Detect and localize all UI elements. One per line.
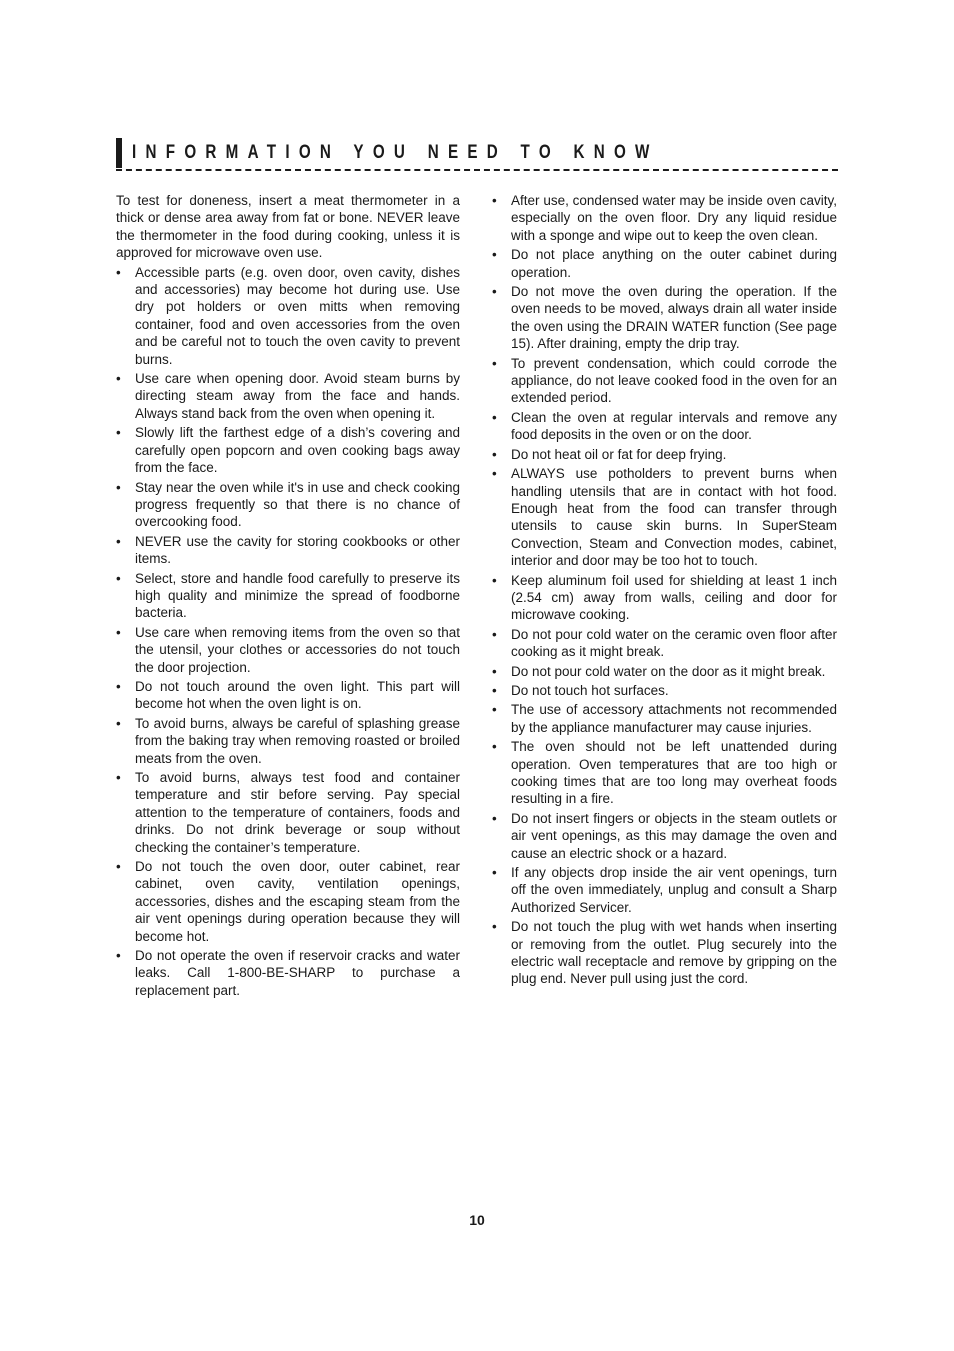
right-bullet-list xyxy=(492,192,837,988)
page-title: INFORMATION YOU NEED TO KNOW xyxy=(132,142,659,163)
list-item: • If any objects drop inside the air vent openings, turn off the oven immediately, unplug and consult a Sharp Authorized Servicer. xyxy=(492,864,837,916)
list-item: • ALWAYS use potholders to prevent burns when handling utensils that are in contact with hot food. Enough heat from the food can transfer through utensils to cause skin burns. In SuperSteam Convection, Steam and Convection modes, cabinet, interior and door may be too hot to touch. xyxy=(492,465,837,569)
list-item: • Do not touch the oven door, outer cabinet, rear cabinet, oven cavity, ventilation openings, accessories, dishes and the escaping steam from the air vent openings during operation because they will become hot. xyxy=(116,858,460,945)
list-item: • Slowly lift the farthest edge of a dish’s covering and carefully open popcorn and oven cooking bags away from the face. xyxy=(116,424,460,476)
list-item: • Do not touch the plug with wet hands when inserting or removing from the outlet. Plug securely into the electric wall receptacle and remove by gripping on the plug end. Never pull using just the cord. xyxy=(492,918,837,988)
list-item: • Stay near the oven while it's in use and check cooking progress frequently so that there is no chance of overcooking food. xyxy=(116,479,460,531)
list-item: • Do not pour cold water on the ceramic oven floor after cooking as it might break. xyxy=(492,626,837,661)
list-item: • Do not pour cold water on the door as it might break. xyxy=(492,663,837,680)
list-item: • Use care when opening door. Avoid steam burns by directing steam away from the face and hands. Always stand back from the oven when opening it. xyxy=(116,370,460,422)
right-column xyxy=(492,192,837,990)
list-item: • Do not move the oven during the operation. If the oven needs to be moved, always drain all water inside the oven using the DRAIN WATER function (See page 15). After draining, empty the drip tray. xyxy=(492,283,837,353)
left-column xyxy=(116,192,460,1001)
left-bullet-list xyxy=(116,264,460,1000)
list-item: • Use care when removing items from the oven so that the utensil, your clothes or accessories do not touch the door projection. xyxy=(116,624,460,676)
list-item: • After use, condensed water may be inside oven cavity, especially on the oven floor. Dry any liquid residue with a sponge and wipe out to keep the oven clean. xyxy=(492,192,837,244)
list-item: • To prevent condensation, which could corrode the appliance, do not leave cooked food in the oven for an extended period. xyxy=(492,355,837,407)
list-item: • Do not insert fingers or objects in the steam outlets or air vent openings, as this may damage the oven and cause an electric shock or a hazard. xyxy=(492,810,837,862)
list-item: • Select, store and handle food carefully to preserve its high quality and minimize the spread of foodborne bacteria. xyxy=(116,570,460,622)
list-item: • Accessible parts (e.g. oven door, oven cavity, dishes and accessories) may become hot during use. Use dry pot holders or oven mitts when removing container, food and oven accessories from the oven and be careful not to touch the oven cavity to prevent burns. xyxy=(116,264,460,368)
list-item: • Do not operate the oven if reservoir cracks and water leaks. Call 1-800-BE-SHARP to purchase a replacement part. xyxy=(116,947,460,999)
section-header xyxy=(116,138,838,172)
header-dashed-rule xyxy=(116,169,838,171)
list-item: • Do not place anything on the outer cabinet during operation. xyxy=(492,246,837,281)
list-item: • The use of accessory attachments not recommended by the appliance manufacturer may cause injuries. xyxy=(492,701,837,736)
header-accent-bar xyxy=(116,138,122,168)
list-item: • Do not heat oil or fat for deep frying. xyxy=(492,446,837,463)
list-item: • To avoid burns, always test food and container temperature and stir before serving. Pay special attention to the temperature of containers, foods and drinks. Do not drink beverage or soup without checking the container’s temperature. xyxy=(116,769,460,856)
list-item: • Do not touch hot surfaces. xyxy=(492,682,837,699)
list-item: • The oven should not be left unattended during operation. Oven temperatures that are too high or cooking times that are too long may overheat foods resulting in a fire. xyxy=(492,738,837,808)
intro-paragraph: To test for doneness, insert a meat thermometer in a thick or dense area away from fat or bone. NEVER leave the thermometer in the food during cooking, unless it is approved for microwave oven use. xyxy=(116,193,460,261)
list-item: • NEVER use the cavity for storing cookbooks or other items. xyxy=(116,533,460,568)
list-item: • To avoid burns, always be careful of splashing grease from the baking tray when removing roasted or broiled meats from the oven. xyxy=(116,715,460,767)
list-item: • Do not touch around the oven light. This part will become hot when the oven light is on. xyxy=(116,678,460,713)
page-number: 10 xyxy=(469,1212,485,1228)
list-item: • Keep aluminum foil used for shielding at least 1 inch (2.54 cm) away from walls, ceiling and door for microwave cooking. xyxy=(492,572,837,624)
list-item: • Clean the oven at regular intervals and remove any food deposits in the oven or on the door. xyxy=(492,409,837,444)
